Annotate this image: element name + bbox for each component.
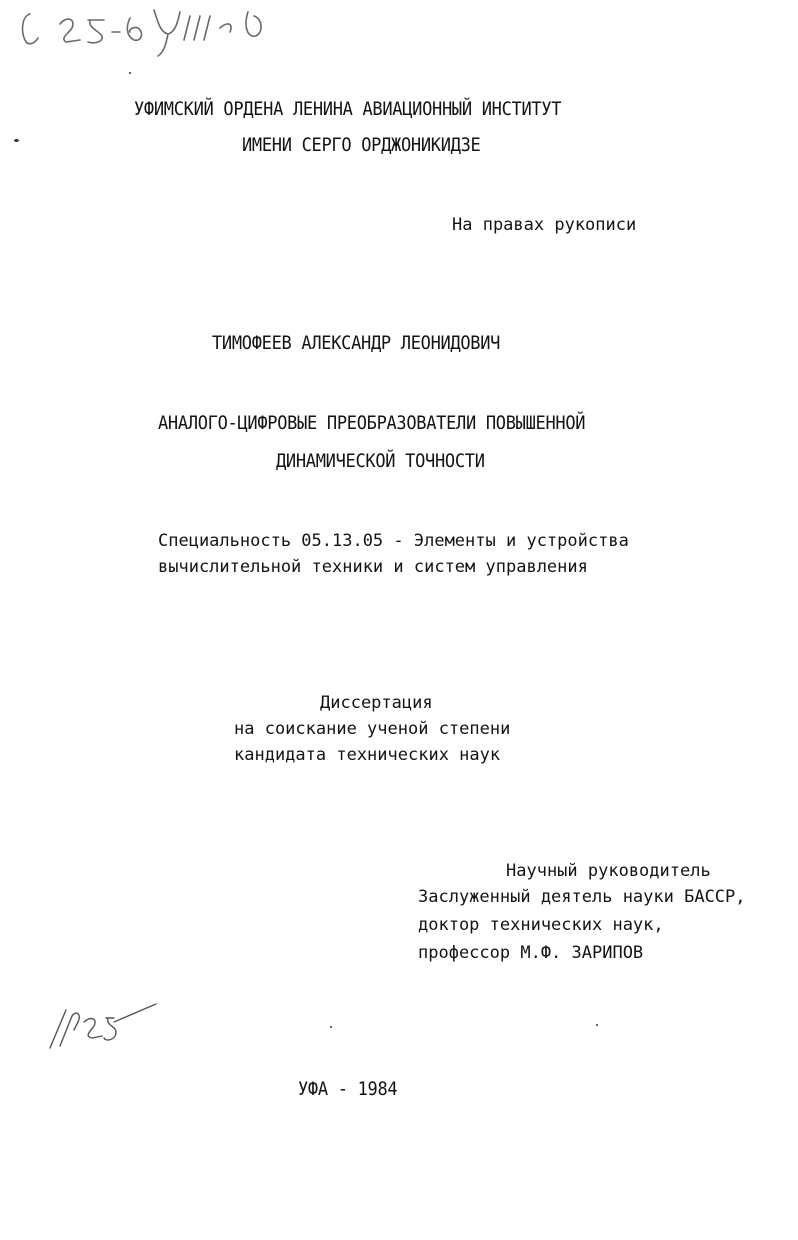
institute-line-2: ИМЕНИ СЕРГО ОРДЖОНИКИДЗЕ bbox=[242, 134, 481, 157]
supervisor-label: Научный руководитель bbox=[506, 861, 711, 881]
page-speck bbox=[330, 1026, 332, 1028]
supervisor-title: Заслуженный деятель науки БАССР, bbox=[418, 887, 746, 907]
dissertation-title-line-1: АНАЛОГО-ЦИФРОВЫЕ ПРЕОБРАЗОВАТЕЛИ ПОВЫШЕННОЙ bbox=[158, 412, 586, 435]
author-name: ТИМОФЕЕВ АЛЕКСАНДР ЛЕОНИДОВИЧ bbox=[212, 332, 501, 355]
margin-mark bbox=[14, 139, 19, 142]
specialty-line-1: Специальность 05.13.05 - Элементы и устройства bbox=[158, 531, 629, 551]
manuscript-note: На правах рукописи bbox=[452, 215, 637, 235]
degree-line-2: кандидата технических наук bbox=[234, 745, 501, 765]
specialty-line-2: вычислительной техники и систем управления bbox=[158, 557, 588, 577]
page-speck bbox=[596, 1024, 598, 1026]
margin-mark bbox=[129, 72, 131, 74]
dissertation-title-line-2: ДИНАМИЧЕСКОЙ ТОЧНОСТИ bbox=[276, 450, 485, 473]
supervisor-degree: доктор технических наук, bbox=[418, 915, 664, 935]
place-and-year: УФА - 1984 bbox=[298, 1078, 398, 1101]
handwritten-archive-note bbox=[8, 2, 298, 62]
degree-line-1: на соискание ученой степени bbox=[234, 719, 511, 739]
supervisor-name: профессор М.Ф. ЗАРИПОВ bbox=[418, 943, 644, 963]
handwritten-mark bbox=[44, 996, 164, 1056]
institute-line-1: УФИМСКИЙ ОРДЕНА ЛЕНИНА АВИАЦИОННЫЙ ИНСТИТУТ bbox=[134, 98, 562, 121]
dissertation-label: Диссертация bbox=[320, 693, 433, 713]
